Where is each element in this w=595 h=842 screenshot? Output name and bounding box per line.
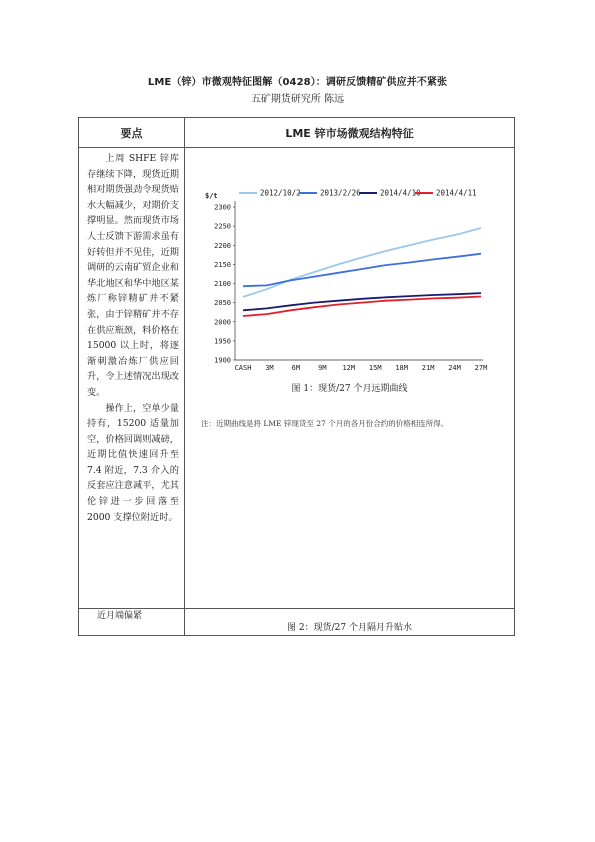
legend-label-3: 2014/4/11 bbox=[436, 188, 477, 198]
y-tick-label-6: 2000 bbox=[214, 318, 231, 327]
paragraph-market: 上周 SHFE 锌库存继续下降，现货近期相对期货强劲令现货贴水大幅减少，对期价支撑明显。然而现货市场人士反馈下游需求虽有好转但并不见佳，近期调研的云南矿贸企业和华北地区和华中地区某炼厂称锌精矿并不紧张，由于锌精矿并不存在供应瓶颈，料价格在 15000 以上时，将逐渐刺激冶炼厂供应回升，令上述情况出现改变。 bbox=[87, 153, 179, 398]
x-tick-label-3: 9M bbox=[318, 364, 327, 372]
forward-curve-chart bbox=[195, 162, 495, 372]
x-tick-label-9: 27M bbox=[474, 364, 488, 372]
content-table bbox=[78, 117, 515, 636]
header-key-points: 要点 bbox=[79, 118, 185, 148]
y-tick-label-3: 2150 bbox=[214, 260, 231, 269]
x-tick-label-0: CASH bbox=[234, 364, 252, 372]
y-tick-label-7: 1950 bbox=[214, 337, 231, 346]
series-line-0 bbox=[243, 228, 481, 297]
y-axis-label: $/t bbox=[205, 192, 218, 200]
document-title: LME（锌）市微观特征图解（0428）：调研反馈精矿供应并不紧张 bbox=[147, 77, 448, 88]
series-line-1 bbox=[243, 254, 481, 287]
legend-label-1: 2013/2/26 bbox=[320, 188, 361, 198]
chart-note: 注：近期曲线是将 LME 锌现货至 27 个月的各月份合约的价格相连所得。 bbox=[201, 419, 449, 428]
legend-label-0: 2012/10/2 bbox=[260, 188, 301, 198]
header-structure: LME 锌市场微观结构特征 bbox=[185, 118, 515, 148]
figure1-caption: 图 1：现货/27 个月远期曲线 bbox=[291, 384, 408, 394]
document-author: 五矿期货研究所 陈远 bbox=[250, 94, 345, 105]
y-tick-label-4: 2100 bbox=[214, 280, 231, 288]
y-tick-label-2: 2200 bbox=[214, 241, 231, 250]
x-tick-label-6: 18M bbox=[395, 364, 408, 372]
x-tick-label-1: 3M bbox=[265, 364, 274, 372]
x-tick-label-8: 24M bbox=[448, 364, 461, 372]
y-tick-label-5: 2050 bbox=[214, 299, 231, 308]
paragraph-operation: 操作上，空单少量持有，15200 适量加空，价格回调则减磅，近期比值快速回升至 7.4 附近，7.3 介入的反套应注意减平，尤其伦锌进一步回落至 2000 支撑位附近时。 bbox=[87, 402, 179, 523]
x-tick-label-7: 21M bbox=[421, 364, 435, 372]
y-tick-label-0: 2300 bbox=[214, 203, 231, 212]
y-tick-label-1: 2250 bbox=[214, 222, 231, 231]
chart-cell bbox=[185, 148, 515, 609]
x-tick-label-5: 15M bbox=[368, 364, 382, 372]
near-month-label: 近月端偏紧 bbox=[79, 609, 185, 636]
figure2-caption: 图 2：现货/27 个月隔月升贴水 bbox=[185, 609, 515, 636]
forward-curve-svg bbox=[195, 162, 495, 372]
key-points-text bbox=[79, 148, 185, 609]
x-tick-label-4: 12M bbox=[342, 364, 356, 372]
x-tick-label-2: 6M bbox=[291, 364, 301, 372]
legend-label-2: 2014/4/10 bbox=[380, 188, 421, 198]
y-tick-label-8: 1900 bbox=[214, 356, 231, 365]
